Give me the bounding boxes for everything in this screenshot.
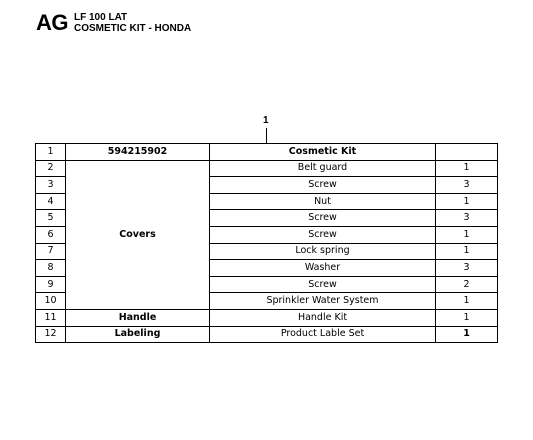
table-row (36, 144, 498, 161)
part-quantity: 3 (436, 260, 498, 277)
part-quantity: 1 (436, 326, 498, 343)
part-quantity: 2 (436, 276, 498, 293)
row-number: 9 (36, 276, 66, 293)
row-number: 12 (36, 326, 66, 343)
part-quantity: 3 (436, 210, 498, 227)
part-description: Handle Kit (210, 309, 436, 326)
row-number: 10 (36, 293, 66, 310)
row-number: 8 (36, 260, 66, 277)
table-row (36, 326, 498, 343)
callout-number: 1 (263, 115, 269, 126)
part-quantity: 1 (436, 309, 498, 326)
part-quantity: 1 (436, 293, 498, 310)
part-description: Screw (210, 226, 436, 243)
part-number: 594215902 (66, 144, 210, 161)
part-quantity: 1 (436, 243, 498, 260)
part-description: Screw (210, 276, 436, 293)
row-number: 11 (36, 309, 66, 326)
row-number: 2 (36, 160, 66, 177)
part-quantity: 1 (436, 193, 498, 210)
part-description: Nut (210, 193, 436, 210)
header-text (74, 12, 191, 34)
group-label-covers: Covers (66, 160, 210, 309)
part-description: Lock spring (210, 243, 436, 260)
row-number: 1 (36, 144, 66, 161)
part-quantity (436, 144, 498, 161)
group-label-labeling: Labeling (66, 326, 210, 343)
part-quantity: 3 (436, 177, 498, 194)
part-description: Screw (210, 210, 436, 227)
part-description: Product Lable Set (210, 326, 436, 343)
part-description: Sprinkler Water System (210, 293, 436, 310)
part-description: Belt guard (210, 160, 436, 177)
table-row (36, 160, 498, 177)
part-quantity: 1 (436, 160, 498, 177)
group-label-handle: Handle (66, 309, 210, 326)
callout-leader-line (266, 128, 267, 143)
table-row (36, 309, 498, 326)
row-number: 6 (36, 226, 66, 243)
row-number: 3 (36, 177, 66, 194)
part-description: Screw (210, 177, 436, 194)
row-number: 5 (36, 210, 66, 227)
part-quantity: 1 (436, 226, 498, 243)
part-description: Cosmetic Kit (210, 144, 436, 161)
document-subtitle: COSMETIC KIT - HONDA (74, 23, 192, 34)
part-description: Washer (210, 260, 436, 277)
row-number: 4 (36, 193, 66, 210)
parts-table (35, 143, 498, 343)
row-number: 7 (36, 243, 66, 260)
model-name: LF 100 LAT (74, 12, 128, 23)
header-code: AG (36, 10, 68, 35)
